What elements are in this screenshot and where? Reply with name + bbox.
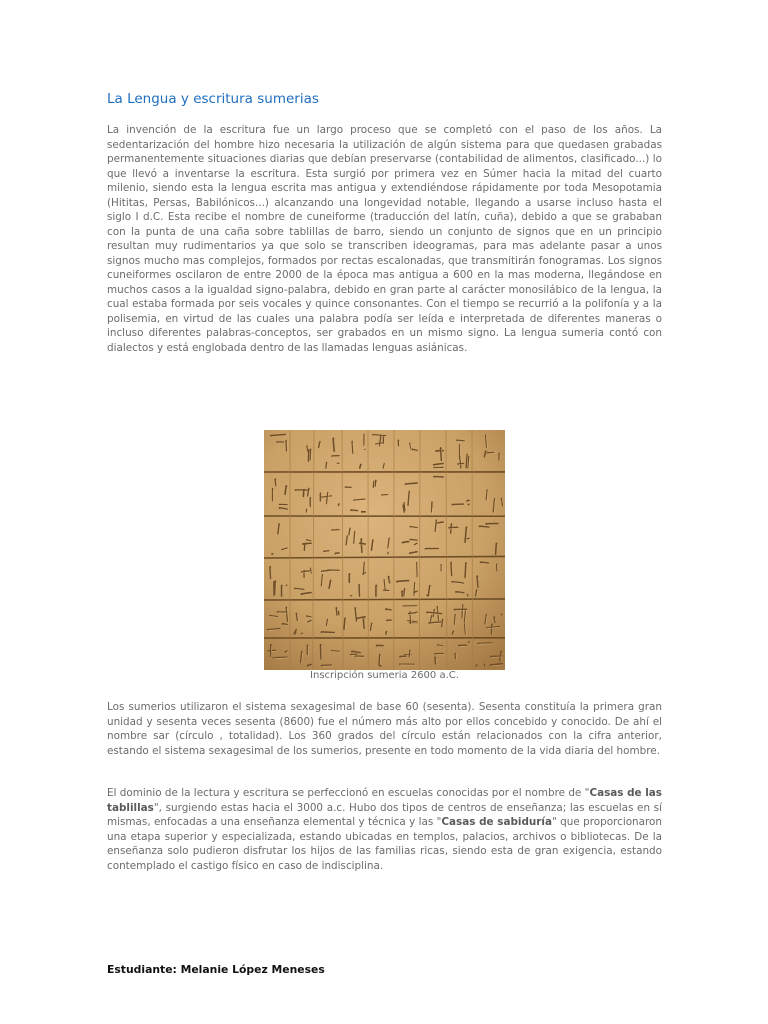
student-name: Estudiante: Melanie López Meneses [107,963,325,976]
schools-text-1: El dominio de la lectura y escritura se perfeccionó en escuelas conocidas por el nombre de " [107,787,590,799]
page-title: La Lengua y escritura sumerias [107,91,319,107]
figure-caption: Inscripción sumeria 2600 a.C. [310,670,459,681]
schools-text-3: " que proporcionaron una etapa superior y especializada, estando ubicadas en templos, palacios, archivos o bibliotecas. De la enseñanza solo pudieron disfrutar los hijos de las familias ricas, siendo esta de gran exigencia, estando contemplado el castigo físico en caso de indisciplina. [107,816,662,872]
casas-tablillas-term: Casas de las tablillas [107,787,662,814]
tablet-register-line [264,599,505,600]
cuneiform-tablet-image [264,430,505,670]
schools-paragraph [107,786,662,873]
schools-text-2: ", surgiendo estas hacia el 3000 a.c. Hubo dos tipos de centros de enseñanza; las escuelas en sí mismas, enfocadas a una enseñanza elemental y técnica y las " [107,801,662,828]
intro-paragraph: La invención de la escritura fue un largo proceso que se completó con el paso de los años. La sedentarización del hombre hizo necesaria la utilización de algún sistema para que quedasen grabadas permanentemente situaciones diarias que debían preservarse (contabilidad de alimentos, clasificado...) lo que llevó a inventarse la escritura. Esta surgió por primera vez en Súmer hacia la mitad del cuarto milenio, siendo esta la lengua escrita mas antigua y extendiéndose rápidamente por toda Mesopotamia (Hititas, Persas, Babilónicos...) alcanzando una longevidad notable, llegando a usarse incluso hasta el siglo I d.C. Esta recibe el nombre de cuneiforme (traducción del latín, cuña), debido a que se grababan con la punta de una caña sobre tablillas de barro, siendo un conjunto de signos que en un principio resultan muy rudimentarios ya que solo se transcriben ideogramas, para mas adelante pasar a unos signos mucho mas complejos, formados por rectas escalonadas, que transmitirán fonogramas. Los signos cuneiformes oscilaron de entre 2000 de la época mas antigua a 600 en la mas moderna, llegándose en muchos casos a la igualdad signo-palabra, debido en gran parte al carácter monosilábico de la lengua, la cual estaba formada por seis vocales y quince consonantes. Con el tiempo se recurrió a la polifonía y a la polisemia, en virtud de las cuales una palabra podía ser leída e interpretada de diferentes maneras o incluso diferentes palabras-conceptos, ser grabados en un mismo signo. La lengua sumeria contó con dialectos y está englobada dentro de las llamadas lenguas asiánicas. [107,124,662,354]
sexagesimal-paragraph: Los sumerios utilizaron el sistema sexagesimal de base 60 (sesenta). Sesenta constituía la primera gran unidad y sesenta veces sesenta (8600) fue el número más alto por ellos concebido y conocido. De ahí el nombre sar (círculo , totalidad). Los 360 grados del círculo están relacionados con la cifra anterior, estando el sistema sexagesimal de los sumerios, presente en todo momento de la vida diaria del hombre. [107,701,662,757]
casas-sabiduria-term: Casas de sabiduría [441,816,553,828]
